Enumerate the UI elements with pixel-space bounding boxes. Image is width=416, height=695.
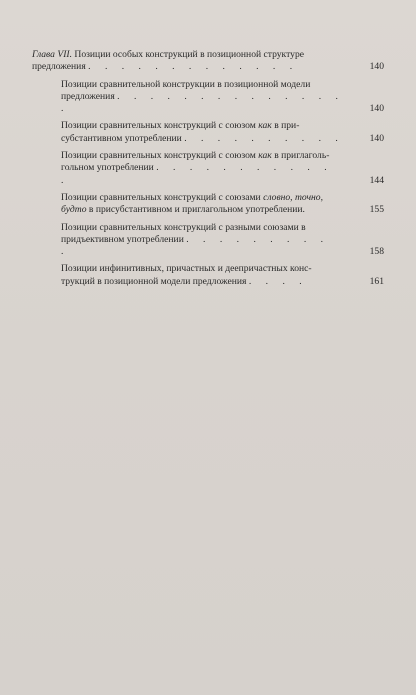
- toc-entry: [32, 222, 384, 259]
- toc-chapter-entry: [32, 49, 384, 74]
- leader-dots: . . . . . . . . . .: [61, 233, 330, 258]
- toc-entry: [32, 79, 384, 116]
- page-number: 140: [369, 103, 384, 115]
- chapter-text: [32, 49, 384, 74]
- entry-line1-emphasis: как: [258, 150, 272, 162]
- entry-text: [32, 192, 384, 217]
- entry-line1-part-a: Позиции сравнительных конструкций с союзом: [61, 120, 259, 132]
- page-number: 140: [369, 61, 384, 73]
- entry-line2: придъективном употреблении: [61, 233, 184, 245]
- page-number: 161: [369, 275, 384, 287]
- entry-line2: предложения: [61, 90, 115, 102]
- entry-text: [32, 222, 384, 259]
- entry-text: [32, 263, 384, 288]
- leader-dots: . . . .: [248, 275, 308, 287]
- chapter-label: Глава VII.: [32, 49, 72, 60]
- page-number: 144: [369, 174, 384, 186]
- entry-line2-part-b: в присубстантивном и приглагольном употреблении.: [86, 204, 305, 216]
- chapter-title-line2: предложения: [32, 61, 86, 73]
- entry-line1-emphasis: как: [258, 120, 272, 132]
- leader-dots: . . . . . . . . . .: [184, 132, 344, 144]
- leader-dots: . . . . . . . . . . . . . . .: [61, 90, 344, 115]
- toc-entry: [32, 150, 384, 187]
- toc-entry: [32, 263, 384, 288]
- leader-dots: . . . . . . . . . . . . .: [88, 61, 299, 73]
- entry-line1-part-a: Позиции сравнительных конструкций с союзом: [61, 150, 259, 162]
- entry-line1: Позиции сравнительной конструкции в позиционной модели: [61, 78, 311, 90]
- page-number: 140: [369, 132, 384, 144]
- toc-entry: [32, 192, 384, 217]
- entry-text: [32, 120, 384, 145]
- chapter-title-line1: Позиции особых конструкций в позиционной структуре: [74, 49, 305, 60]
- toc-entry: [32, 120, 384, 145]
- leader-dots: . . . . . . . . . . . .: [61, 162, 333, 186]
- entry-text: [32, 150, 384, 187]
- page-number: 158: [369, 246, 384, 258]
- entry-line1-part-b: в приглаголь-: [271, 150, 330, 162]
- entry-line1-emphasis: словно, точно,: [263, 191, 323, 203]
- entry-line1: Позиции инфинитивных, причастных и деепричастных конс-: [61, 263, 312, 275]
- entry-line2-emphasis: будто: [61, 204, 87, 216]
- entry-line1-part-b: в при-: [271, 120, 300, 132]
- entry-line2: субстантивном употреблении: [61, 132, 182, 144]
- entry-line1: Позиции сравнительных конструкций с разными союзами в: [61, 221, 306, 233]
- entry-line2: гольном употреблении: [61, 162, 154, 174]
- entry-text: [32, 79, 384, 116]
- entry-line2: трукций в позиционной модели предложения: [61, 275, 247, 287]
- page-number: 155: [369, 204, 384, 216]
- table-of-contents: [32, 49, 384, 293]
- entry-line1-part-a: Позиции сравнительных конструкций с союзами: [61, 191, 264, 203]
